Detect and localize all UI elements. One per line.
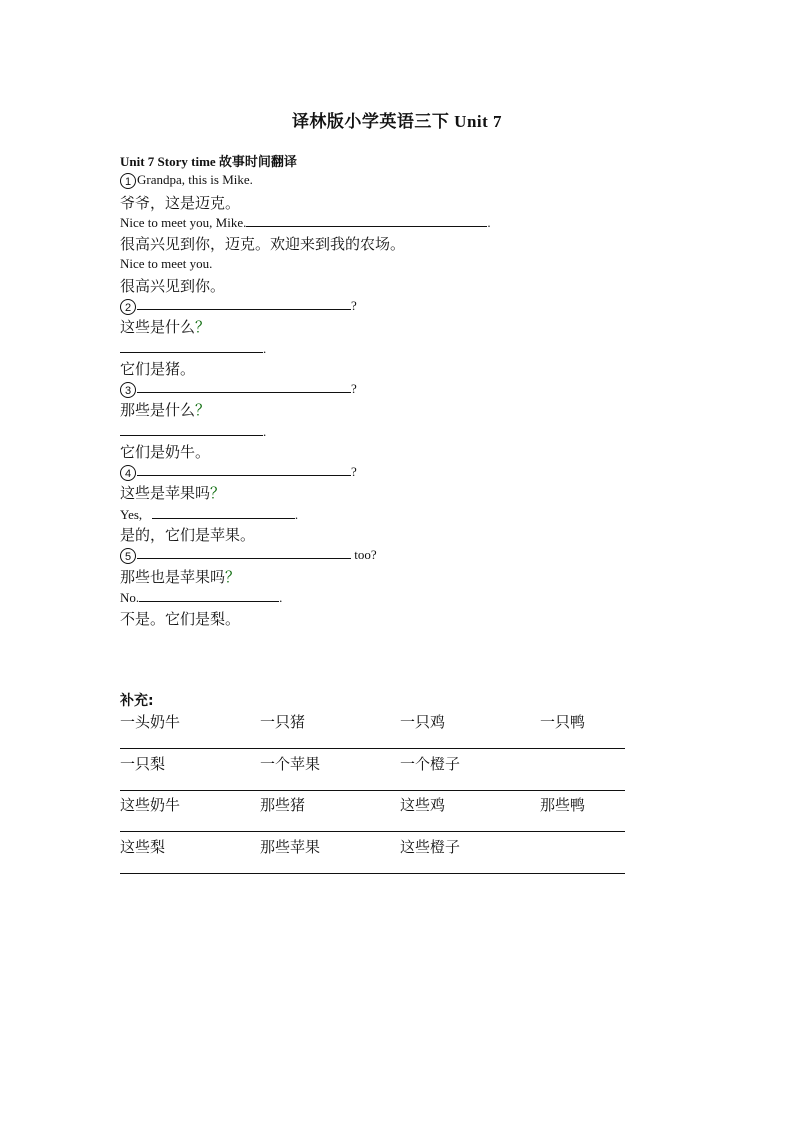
question-mark: ？	[225, 568, 241, 586]
answer-blank[interactable]	[139, 589, 279, 602]
dialogue-line-14: 它们是奶牛。	[120, 443, 211, 461]
vocab-cell: 一个橙子	[400, 755, 461, 773]
dialogue-text: Nice to meet you, Mike.	[120, 215, 247, 230]
number-3-badge: 3	[120, 382, 136, 398]
vocab-cell: 这些鸡	[400, 796, 446, 814]
number-1-badge: 1	[120, 173, 136, 189]
answer-blank[interactable]	[152, 506, 295, 519]
dialogue-line-12: 那些是什么？	[120, 401, 211, 419]
writing-line[interactable]	[120, 873, 625, 874]
vocab-cell: 一头奶牛	[120, 713, 181, 731]
dialogue-line-3	[120, 214, 491, 231]
line-end: .	[263, 424, 267, 439]
dialogue-text: Yes,	[120, 507, 143, 522]
dialogue-line-10: 它们是猪。	[120, 360, 196, 378]
line-end: ?	[351, 381, 357, 396]
vocab-cell: 那些苹果	[260, 838, 321, 856]
dialogue-line-6: 很高兴见到你。	[120, 277, 226, 295]
dialogue-line-4: 很高兴见到你，迈克。欢迎来到我的农场。	[120, 235, 406, 253]
vocab-cell: 一只猪	[260, 713, 306, 731]
vocab-cell: 一个苹果	[260, 755, 321, 773]
vocab-cell: 一只梨	[120, 755, 166, 773]
number-4-badge: 4	[120, 465, 136, 481]
question-mark: ？	[210, 484, 226, 502]
line-end: ?	[351, 298, 357, 313]
answer-blank[interactable]	[137, 546, 351, 559]
dialogue-text: No.	[120, 590, 140, 605]
page-title: 译林版小学英语三下 Unit 7	[291, 112, 503, 131]
number-2-badge: 2	[120, 299, 136, 315]
answer-blank[interactable]	[246, 214, 487, 227]
writing-line[interactable]	[120, 748, 625, 749]
question-mark: ？	[195, 401, 211, 419]
dialogue-line-5: Nice to meet you.	[120, 256, 213, 271]
dialogue-line-19	[120, 546, 377, 564]
dialogue-line-17	[120, 506, 298, 523]
vocab-cell: 那些鸭	[540, 796, 586, 814]
number-5-badge: 5	[120, 548, 136, 564]
supplement-title: 补充:	[120, 693, 154, 709]
line-end: .	[294, 507, 299, 522]
dialogue-line-20: 那些也是苹果吗？	[120, 568, 241, 586]
vocab-cell: 这些橙子	[400, 838, 461, 856]
line-end: too?	[351, 547, 377, 562]
vocab-row	[120, 836, 625, 856]
dialogue-text: Grandpa, this is Mike.	[137, 172, 253, 187]
dialogue-line-18: 是的，它们是苹果。	[120, 526, 256, 544]
line-end: .	[487, 215, 491, 230]
section-heading: Unit 7 Story time 故事时间翻译	[120, 154, 297, 169]
dialogue-line-21	[120, 589, 282, 606]
dialogue-line-11	[120, 380, 357, 398]
dialogue-line-15	[120, 463, 357, 481]
vocab-cell: 这些奶牛	[120, 796, 181, 814]
answer-blank[interactable]	[120, 423, 263, 436]
writing-line[interactable]	[120, 790, 625, 791]
line-end: ?	[351, 464, 357, 479]
dialogue-line-13	[120, 423, 266, 440]
answer-blank[interactable]	[137, 297, 351, 310]
line-end: .	[279, 590, 283, 605]
dialogue-line-7	[120, 297, 357, 315]
vocab-row	[120, 753, 625, 773]
answer-blank[interactable]	[120, 340, 263, 353]
vocab-cell: 一只鸭	[540, 713, 586, 731]
dialogue-line-22: 不是。它们是梨。	[120, 610, 241, 628]
vocab-row	[120, 711, 625, 731]
vocab-cell: 那些猪	[260, 796, 306, 814]
vocab-cell: 一只鸡	[400, 713, 446, 731]
line-end: .	[263, 341, 267, 356]
vocab-row	[120, 794, 625, 814]
vocab-cell: 这些梨	[120, 838, 166, 856]
dialogue-line-8: 这些是什么？	[120, 318, 211, 336]
writing-line[interactable]	[120, 831, 625, 832]
dialogue-line-16: 这些是苹果吗？	[120, 484, 226, 502]
answer-blank[interactable]	[137, 463, 351, 476]
answer-blank[interactable]	[137, 380, 351, 393]
dialogue-line-2: 爷爷，这是迈克。	[120, 194, 241, 212]
dialogue-line-1	[120, 172, 253, 189]
dialogue-line-9	[120, 340, 266, 357]
question-mark: ？	[195, 318, 211, 336]
